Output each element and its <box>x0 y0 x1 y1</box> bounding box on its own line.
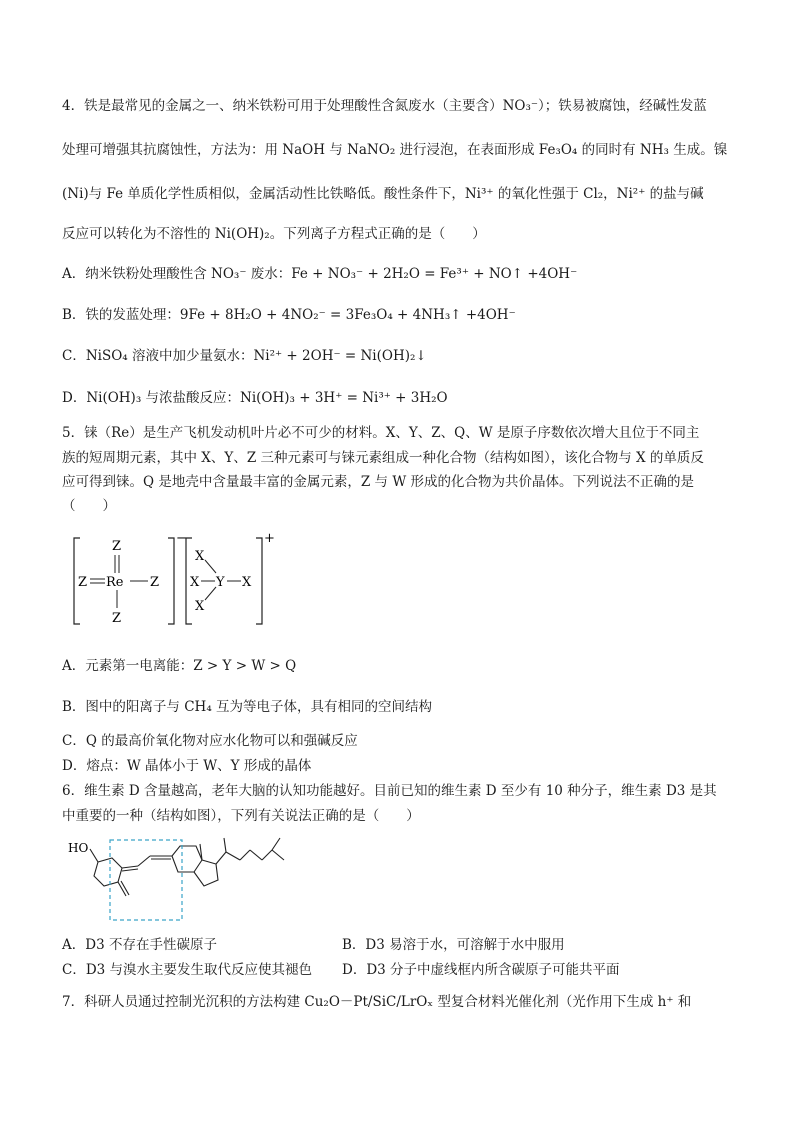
q7-stem-line1: 7．科研人员通过控制光沉积的方法构建 Cu₂O－Pt/SiC/LrOₓ 型复合材料光催化剂（光作用下生成 h⁺ 和 <box>62 994 692 1010</box>
q4-stem-line3: (Ni)与 Fe 单质化学性质相似，金属活动性比铁略低。酸性条件下，Ni³⁺ 的氧化性强于 Cl₂，Ni²⁺ 的盐与碱 <box>62 186 704 202</box>
atom-x-right: X <box>242 575 252 590</box>
atom-z-bottom: Z <box>112 611 122 626</box>
q4-option-a: A．纳米铁粉处理酸性含 NO₃⁻ 废水：Fe + NO₃⁻ + 2H₂O = Fe³⁺ + NO↑ +4OH⁻ <box>62 266 578 282</box>
q4-option-d: D．Ni(OH)₃ 与浓盐酸反应：Ni(OH)₃ + 3H⁺ = Ni³⁺ + 3H₂O <box>62 390 448 406</box>
q4-stem-line4: 反应可以转化为不溶性的 Ni(OH)₂。下列离子方程式正确的是（ ） <box>62 226 486 242</box>
q6-option-d: D．D3 分子中虚线框内所含碳原子可能共平面 <box>342 962 620 978</box>
q6-stem-line2: 中重要的一种（结构如图），下列有关说法正确的是（ ） <box>62 808 420 824</box>
vitamin-d3-structure <box>66 834 306 926</box>
q6-stem-line1: 6．维生素 D 含量越高，老年大脑的认知功能越好。目前已知的维生素 D 至少有 10 种分子，维生素 D3 是其 <box>62 783 717 799</box>
q6-option-c: C．D3 与溴水主要发生取代反应使其褪色 <box>62 962 313 978</box>
atom-y: Y <box>216 575 225 590</box>
atom-z-right: Z <box>150 575 160 590</box>
anion-charge: − <box>176 531 187 546</box>
q4-option-c: C．NiSO₄ 溶液中加少量氨水：Ni²⁺ + 2OH⁻ = Ni(OH)₂↓ <box>62 348 427 364</box>
dashed-frame <box>110 840 182 920</box>
q5-option-a: A．元素第一电离能：Z > Y > W > Q <box>62 658 297 674</box>
q6-option-a: A．D3 不存在手性碳原子 <box>62 937 217 953</box>
q5-stem-line4: （ ） <box>62 498 116 514</box>
q5-option-d: D．熔点：W 晶体小于 W、Y 形成的晶体 <box>62 758 312 774</box>
q6-option-b: B．D3 易溶于水，可溶解于水中服用 <box>342 937 565 953</box>
hydroxyl-label: HO <box>68 841 89 855</box>
atom-re: Re <box>106 575 124 590</box>
q5-option-b: B．图中的阳离子与 CH₄ 互为等电子体，具有相同的空间结构 <box>62 699 433 715</box>
rhenium-compound-structure <box>68 530 288 630</box>
q5-stem-line3: 应可得到铼。Q 是地壳中含量最丰富的金属元素，Z 与 W 形成的化合物为共价晶体。下列说法不正确的是 <box>62 474 694 490</box>
q5-option-c: C．Q 的最高价氧化物对应水化物可以和强碱反应 <box>62 733 358 749</box>
atom-z-top: Z <box>112 539 122 554</box>
atom-x-left: X <box>190 575 200 590</box>
q4-stem-line1: 4．铁是最常见的金属之一、纳米铁粉可用于处理酸性含氮废水（主要含）NO₃⁻）；铁易被腐蚀，经碱性发蓝 <box>62 98 707 114</box>
q5-stem-line1: 5．铼（Re）是生产飞机发动机叶片必不可少的材料。X、Y、Z、Q、W 是原子序数依次增大且位于不同主 <box>62 425 700 441</box>
atom-z-left: Z <box>78 575 88 590</box>
atom-x-bottom: X <box>195 599 205 614</box>
cation-charge: + <box>264 531 275 546</box>
q4-option-b: B．铁的发蓝处理：9Fe + 8H₂O + 4NO₂⁻ = 3Fe₃O₄ + 4NH₃↑ +4OH⁻ <box>62 307 516 323</box>
q4-stem-line2: 处理可增强其抗腐蚀性，方法为：用 NaOH 与 NaNO₂ 进行浸泡，在表面形成 Fe₃O₄ 的同时有 NH₃ 生成。镍 <box>62 142 728 158</box>
q5-stem-line2: 族的短周期元素，其中 X、Y、Z 三种元素可与铼元素组成一种化合物（结构如图），该化合物与 X 的单质反 <box>62 450 704 466</box>
atom-x-top: X <box>195 549 205 564</box>
